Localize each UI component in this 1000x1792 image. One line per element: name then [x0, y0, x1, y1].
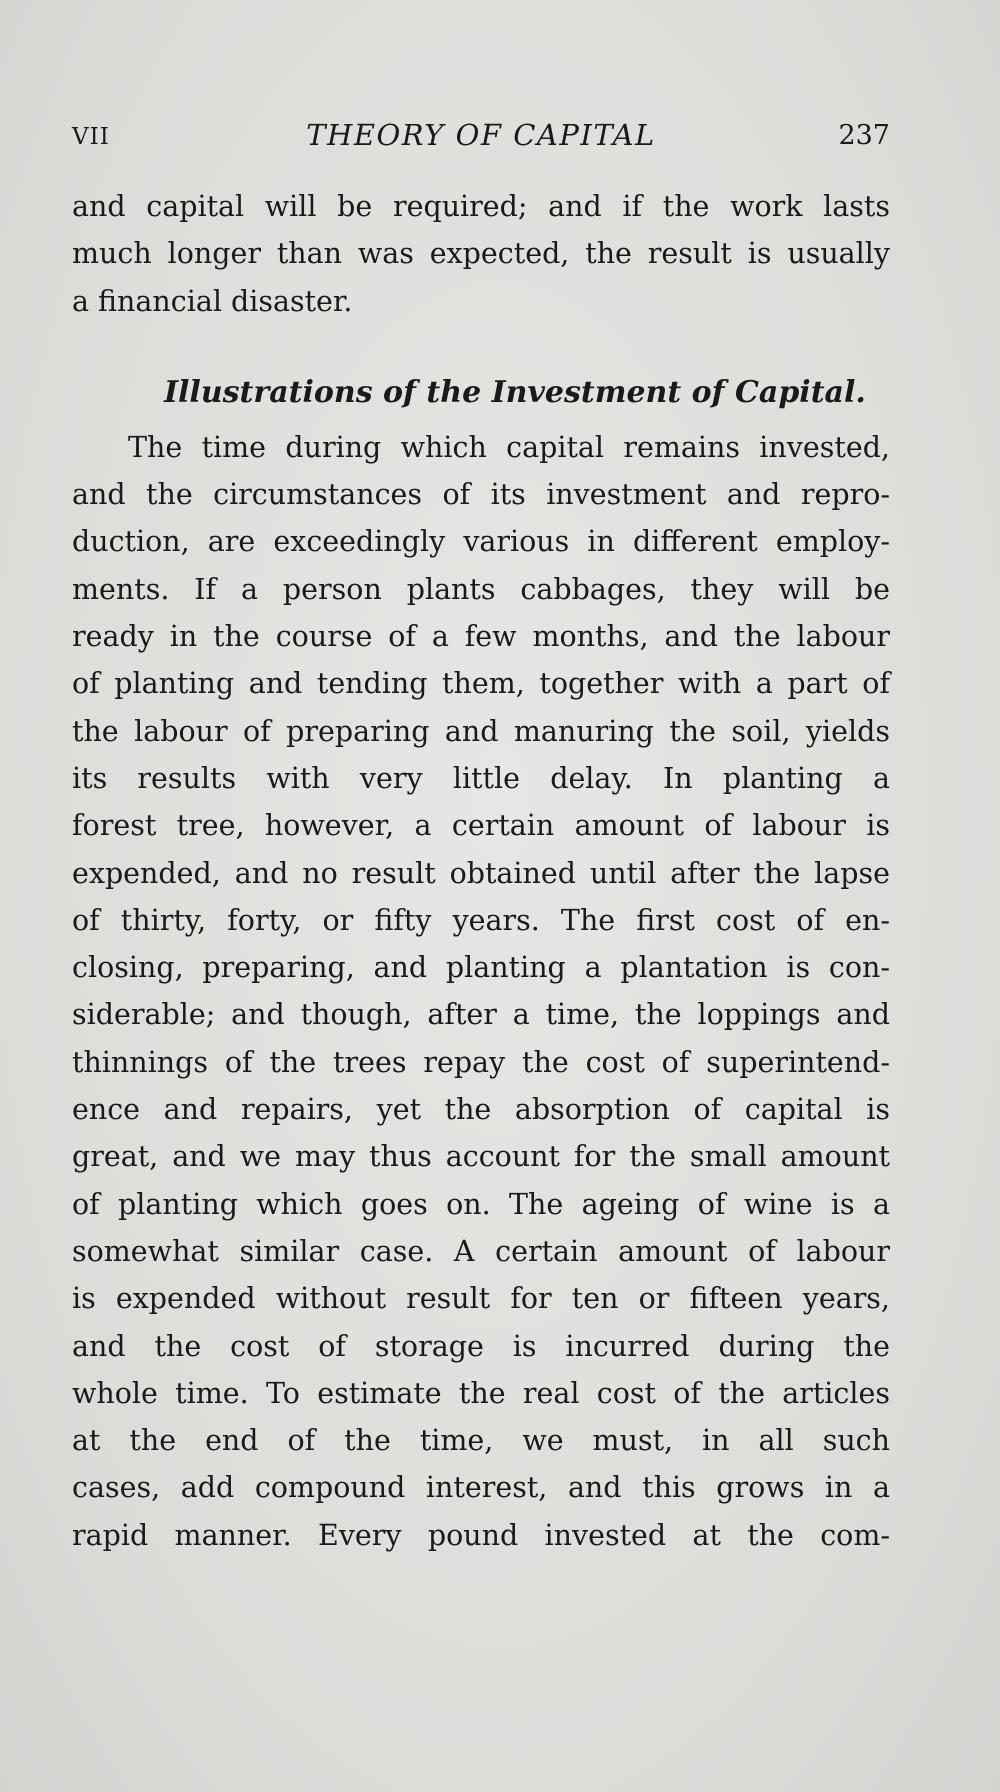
text-line: the labour of preparing and manuring the soil, yields — [72, 714, 890, 748]
running-title: THEORY OF CAPITAL — [306, 118, 656, 152]
text-line: ments. If a person plants cabbages, they will be — [72, 572, 890, 606]
text-line: The time during which capital remains invested, — [128, 430, 890, 464]
text-line: expended, and no result obtained until after the lapse — [72, 856, 890, 890]
text-line: and capital will be required; and if the work lasts — [72, 190, 890, 223]
main-paragraph — [72, 424, 890, 1559]
text-line: forest tree, however, a certain amount of labour is — [72, 809, 890, 843]
continued-paragraph — [72, 183, 890, 325]
text-line: ready in the course of a few months, and the labour — [72, 620, 890, 654]
text-line: cases, add compound interest, and this grows in a — [72, 1471, 890, 1505]
text-line: rapid manner. Every pound invested at the com- — [72, 1518, 890, 1552]
text-line: duction, are exceedingly various in different employ- — [72, 525, 890, 559]
text-line: of thirty, forty, or fifty years. The first cost of en- — [72, 903, 890, 937]
text-line: its results with very little delay. In planting a — [72, 761, 890, 795]
text-line: much longer than was expected, the result is usually — [72, 237, 890, 271]
text-line: of planting which goes on. The ageing of wine is a — [72, 1187, 890, 1221]
text-line: somewhat similar case. A certain amount of labour — [72, 1234, 890, 1268]
text-line: is expended without result for ten or fifteen years, — [72, 1282, 890, 1316]
section-heading: Illustrations of the Investment of Capital. — [164, 374, 866, 410]
text-line: closing, preparing, and planting a plantation is con- — [72, 951, 890, 985]
text-line: great, and we may thus account for the small amount — [72, 1140, 890, 1174]
text-line: siderable; and though, after a time, the loppings and — [72, 998, 890, 1032]
text-line: and the cost of storage is incurred during the — [72, 1329, 890, 1363]
chapter-number: VII — [72, 124, 110, 150]
text-line: ence and repairs, yet the absorption of capital is — [72, 1093, 890, 1127]
text-line: whole time. To estimate the real cost of the articles — [72, 1376, 890, 1410]
text-line: at the end of the time, we must, in all such — [72, 1424, 890, 1458]
text-line: and the circumstances of its investment and repro- — [72, 478, 890, 512]
text-line: a financial disaster. — [72, 284, 353, 318]
body-text — [72, 183, 890, 1559]
running-head — [72, 118, 890, 158]
text-line: thinnings of the trees repay the cost of superintend- — [72, 1045, 890, 1079]
text-line: of planting and tending them, together with a part of — [72, 667, 890, 701]
page-number: 237 — [838, 120, 890, 151]
